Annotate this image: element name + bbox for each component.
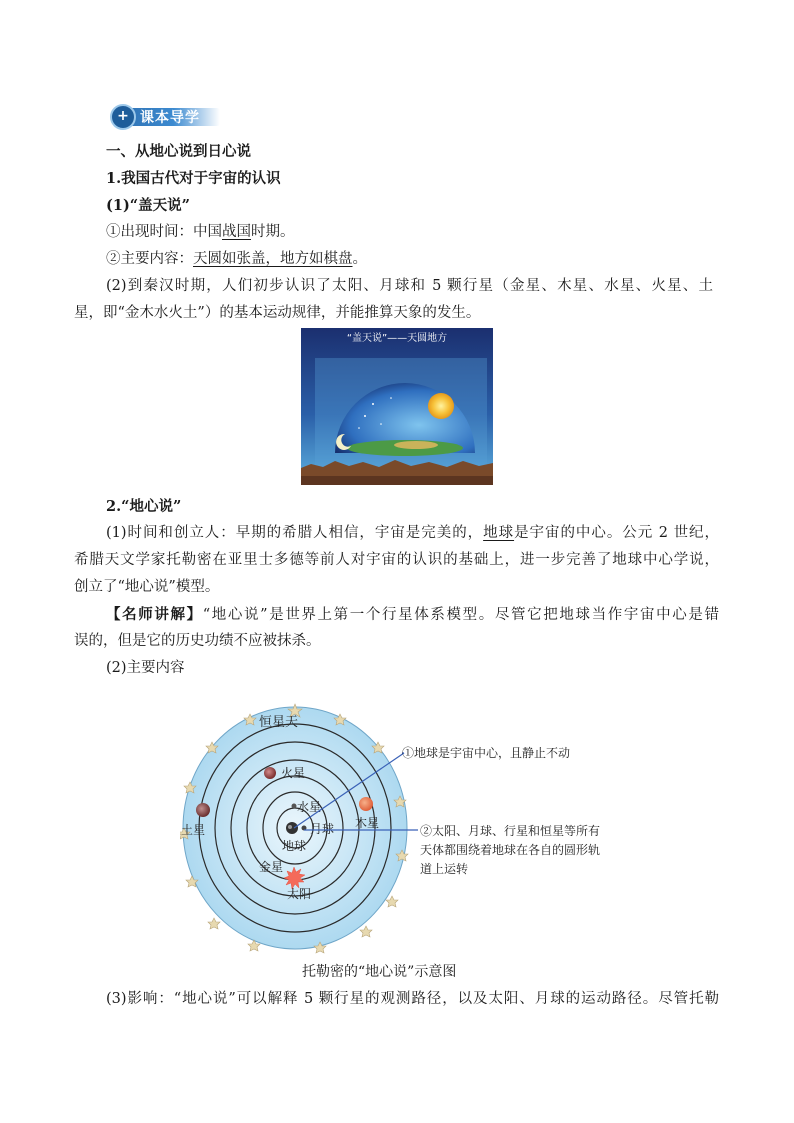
content-underlined-1: 天圆如张盖 <box>193 251 266 267</box>
qinhan-paragraph-line2: 星，即“金木水火土”）的基本运动规律，并能推算天象的发生。 <box>74 305 481 321</box>
geocentric-p1-line1 <box>106 520 719 547</box>
note-orbits-line2: 天体都围绕着地球在各自的圆形轨 <box>420 843 601 857</box>
subheading-ancient-china: 1.我国古代对于宇宙的认识 <box>106 170 281 187</box>
geocentric-diagram <box>180 700 650 965</box>
content-sep: ， <box>265 251 280 267</box>
label-venus: 金星 <box>259 860 284 874</box>
content-underlined-2: 地方如棋盘 <box>280 251 353 267</box>
qinhan-paragraph-line1: (2)到秦汉时期，人们初步认识了太阳、月球和 5 颗行星（金星、木星、水星、火星、土 <box>106 278 713 294</box>
influence-paragraph-line1: (3)影响：“地心说”可以解释 5 颗行星的观测路径，以及太阳、月球的运动路径。尽管托勒 <box>106 991 719 1007</box>
label-mars: 火星 <box>281 766 306 780</box>
gaitian-figure-title: “盖天说”——天圆地方 <box>346 333 448 344</box>
label-jupiter: 木星 <box>355 816 380 830</box>
label-mercury: 水星 <box>297 800 322 814</box>
mars-icon <box>264 767 276 779</box>
teacher-tip-label: 【名师讲解】 <box>106 606 203 623</box>
label-earth: 地球 <box>282 839 307 853</box>
gaitian-time-line <box>106 219 295 246</box>
content-prefix: ②主要内容： <box>106 251 193 267</box>
note-orbits-line3: 道上运转 <box>420 862 469 876</box>
saturn-icon <box>196 803 210 817</box>
p1-text-a: (1)时间和创立人：早期的希腊人相信，宇宙是完美的， <box>106 525 484 541</box>
mercury-icon <box>292 804 297 809</box>
geocentric-p1-line3: 创立了“地心说”模型。 <box>74 579 220 595</box>
label-moon: 月球 <box>310 822 335 836</box>
section-badge <box>110 104 220 128</box>
note-earth-center: ①地球是宇宙中心，且静止不动 <box>402 746 571 760</box>
earth-icon <box>286 822 298 834</box>
label-sun: 太阳 <box>287 887 312 901</box>
p1-text-underlined: 地球 <box>483 525 515 541</box>
teacher-tip-text: “地心说”是世界上第一个行星体系模型。尽管它把地球当作宇宙中心是错 <box>202 607 720 623</box>
time-prefix: ①出现时间：中国 <box>106 224 222 240</box>
heading-geocentric-to-heliocentric: 一、从地心说到日心说 <box>106 143 251 160</box>
badge-label: 课本导学 <box>140 110 200 126</box>
time-suffix: 时期。 <box>251 224 295 240</box>
item-main-content: (2)主要内容 <box>106 660 185 676</box>
teacher-tip-line2: 误的，但是它的历史功绩不应被抹杀。 <box>74 633 321 649</box>
subheading-geocentric: 2.“地心说” <box>106 498 182 515</box>
geocentric-diagram-caption: 托勒密的“地心说”示意图 <box>302 964 457 980</box>
gaitian-content-line <box>106 246 367 273</box>
p1-text-b: 是宇宙的中心。公元 2 世纪， <box>514 525 720 541</box>
geocentric-p1-line2: 希腊天文学家托勒密在亚里士多德等前人对宇宙的认识的基础上，进一步完善了地球中心学说， <box>74 552 719 568</box>
note-orbits-line1: ②太阳、月球、行星和恒星等所有 <box>420 824 601 838</box>
label-stars: 恒星天 <box>259 715 299 730</box>
content-suffix: 。 <box>352 251 367 267</box>
teacher-tip-line1 <box>106 601 719 629</box>
item-gaitian: (1)“盖天说” <box>106 197 190 214</box>
label-saturn: 土星 <box>181 823 206 837</box>
plus-icon: + <box>110 104 136 130</box>
gaitian-illustration <box>301 328 493 485</box>
jupiter-icon <box>359 797 373 811</box>
time-underlined: 战国 <box>222 224 251 240</box>
